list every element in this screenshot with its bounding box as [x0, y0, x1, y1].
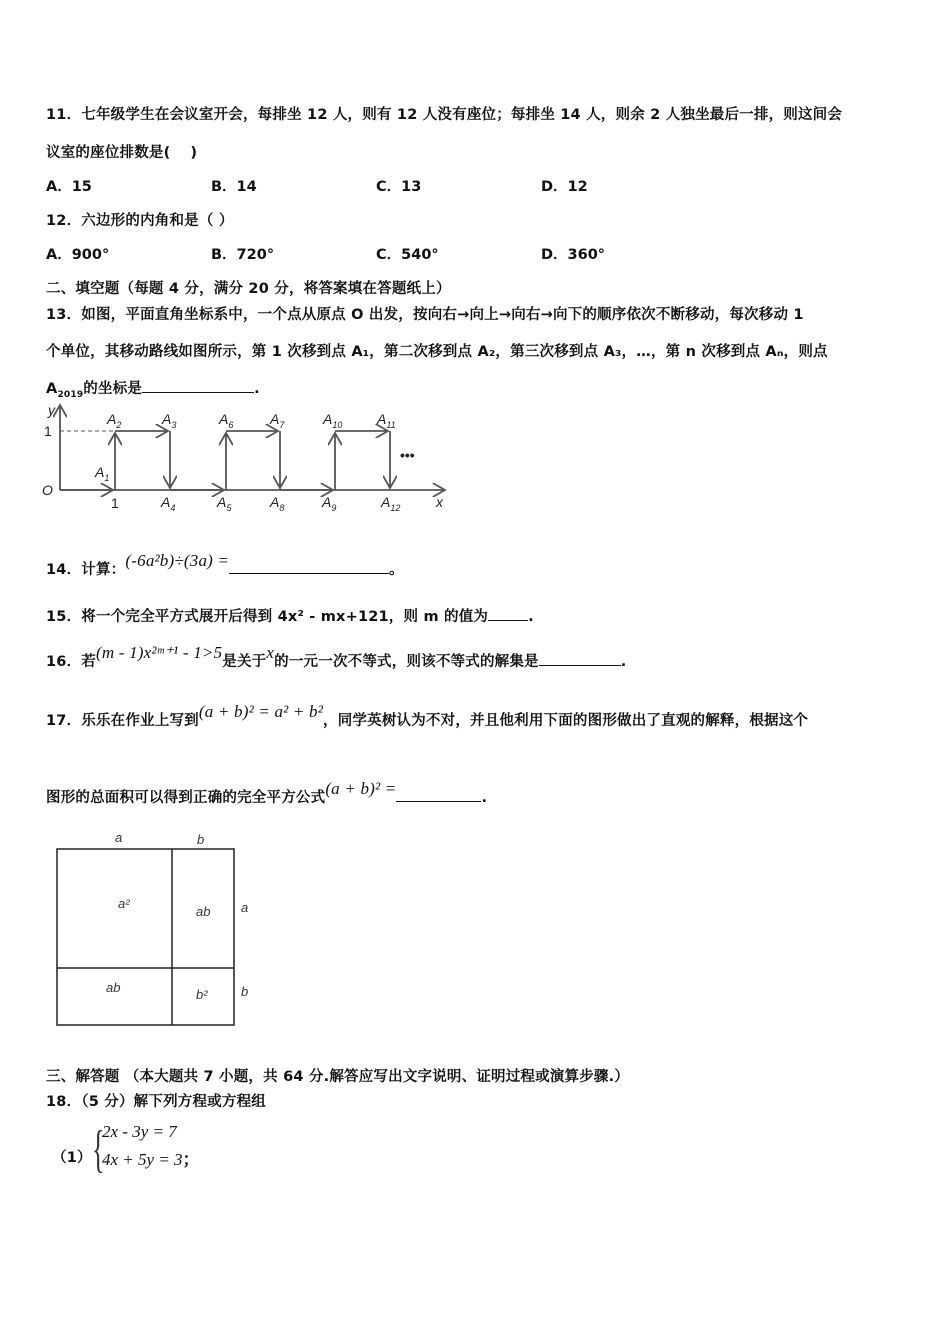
point-labels — [94, 411, 400, 513]
q16-middle: 是关于 — [222, 654, 267, 670]
period: . — [528, 609, 534, 625]
q13-line1: 13．如图，平面直角坐标系中，一个点从原点 O 出发，按向右→向上→向右→向下的顺序依次不断移动，每次移动 1 — [46, 307, 804, 323]
right-label-b: b — [241, 984, 249, 999]
semicolon: ； — [182, 1150, 200, 1169]
section2-heading: 二、填空题（每题 4 分，满分 20 分，将答案填在答题纸上） — [46, 281, 451, 297]
origin-label: O — [42, 482, 53, 498]
q17-line2 — [46, 779, 488, 807]
q17-formula2: (a + b)² = — [325, 779, 397, 798]
label-a5: $A_5$ — [217, 494, 232, 513]
section3-heading: 三、解答题 （本大题共 7 小题，共 64 分.解答应写出文字说明、证明过程或演算步骤.） — [46, 1069, 630, 1085]
q17-line2-text: 图形的总面积可以得到正确的完全平方公式 — [46, 790, 326, 806]
ellipsis: ••• — [400, 447, 415, 463]
q14 — [46, 551, 404, 579]
q11-line2: 议室的座位排数是( ) — [46, 145, 198, 161]
q13-coordinate-figure — [0, 395, 460, 520]
q18-part1: （1） — [52, 1150, 92, 1166]
label-a9: $A_9$ — [322, 494, 337, 513]
label-a3: $A_3$ — [162, 411, 177, 430]
cell-ab-bottom: ab — [106, 980, 121, 995]
period: . — [481, 790, 488, 806]
q12-option-b: B．720° — [211, 247, 275, 263]
period: 。 — [389, 562, 404, 578]
y-tick-1: 1 — [44, 423, 52, 439]
q17-line1 — [46, 702, 809, 730]
q16-var: x — [266, 643, 275, 662]
label-a4: $A_4$ — [161, 494, 176, 513]
cell-a-squared: a² — [118, 896, 130, 911]
answer-blank[interactable] — [488, 606, 528, 621]
q11-option-d: D．12 — [541, 179, 588, 195]
label-a6: $A_6$ — [219, 411, 234, 430]
q11-option-c: C．13 — [376, 179, 422, 195]
answer-blank[interactable] — [539, 651, 621, 666]
q11-option-a: A．15 — [46, 179, 92, 195]
q16-prefix: 16．若 — [46, 654, 96, 670]
x-axis-label: x — [436, 494, 443, 510]
q12-option-c: C．540° — [376, 247, 439, 263]
period: . — [254, 381, 260, 397]
cell-b-squared: b² — [196, 987, 208, 1002]
q17-square-figure — [40, 825, 270, 1035]
label-a11: $A_{11}$ — [377, 411, 396, 430]
q14-formula: (-6a²b)÷(3a) = — [125, 551, 230, 570]
q17-formula: (a + b)² = a² + b² — [198, 702, 324, 721]
answer-blank[interactable] — [396, 787, 481, 802]
q13-line2: 个单位，其移动路线如图所示，第 1 次移到点 A₁，第二次移到点 A₂，第三次移到点 A₃，…，第 n 次移到点 Aₙ，则点 — [46, 344, 828, 360]
label-a12: $A_{12}$ — [381, 494, 401, 513]
q12-text: 12．六边形的内角和是（ ） — [46, 213, 234, 229]
q13-point: A — [46, 381, 58, 397]
y-axis-label: y — [48, 402, 55, 418]
x-tick-1: 1 — [111, 495, 119, 511]
q12-option-d: D．360° — [541, 247, 606, 263]
cell-ab-right: ab — [196, 904, 211, 919]
right-label-a: a — [241, 900, 249, 915]
q15 — [46, 605, 534, 626]
top-label-a: a — [115, 830, 123, 845]
q16 — [46, 643, 627, 671]
q13-point-sub: 2019 — [57, 389, 84, 400]
equation-system — [102, 1122, 200, 1170]
q15-text: 15．将一个完全平方式展开后得到 4x² - mx+121，则 m 的值为 — [46, 609, 489, 625]
q17-suffix: ，同学英树认为不对，并且他利用下面的图形做出了直观的解释，根据这个 — [323, 713, 809, 729]
answer-blank[interactable] — [142, 378, 254, 393]
label-a7: $A_7$ — [270, 411, 285, 430]
label-a2: $A_2$ — [107, 411, 122, 430]
q16-formula: (m - 1)x²ᵐ⁺¹ - 1>5 — [95, 643, 223, 662]
q17-prefix: 17．乐乐在作业上写到 — [46, 713, 199, 729]
label-a10: $A_{10}$ — [323, 411, 343, 430]
label-a8: $A_8$ — [270, 494, 285, 513]
q12-option-a: A．900° — [46, 247, 110, 263]
q13-prompt: 的坐标是 — [83, 381, 143, 397]
equation-1: 2x - 3y = 7 — [102, 1122, 177, 1141]
label-a1: $A_1$ — [95, 464, 110, 483]
q11-line1: 11．七年级学生在会议室开会，每排坐 12 人，则有 12 人没有座位；每排坐 14 人，则余 2 人独坐最后一排，则这间会 — [46, 107, 843, 123]
equation-2: 4x + 5y = 3 — [102, 1150, 183, 1169]
q16-suffix: 的一元一次不等式，则该不等式的解集是 — [274, 654, 539, 670]
answer-blank[interactable] — [229, 559, 389, 574]
period: . — [620, 654, 627, 670]
top-label-b: b — [197, 832, 205, 847]
brace: { — [92, 1120, 105, 1178]
q14-prefix: 14．计算： — [46, 562, 126, 578]
q18-text: 18．（5 分）解下列方程或方程组 — [46, 1094, 266, 1110]
q11-option-b: B．14 — [211, 179, 257, 195]
